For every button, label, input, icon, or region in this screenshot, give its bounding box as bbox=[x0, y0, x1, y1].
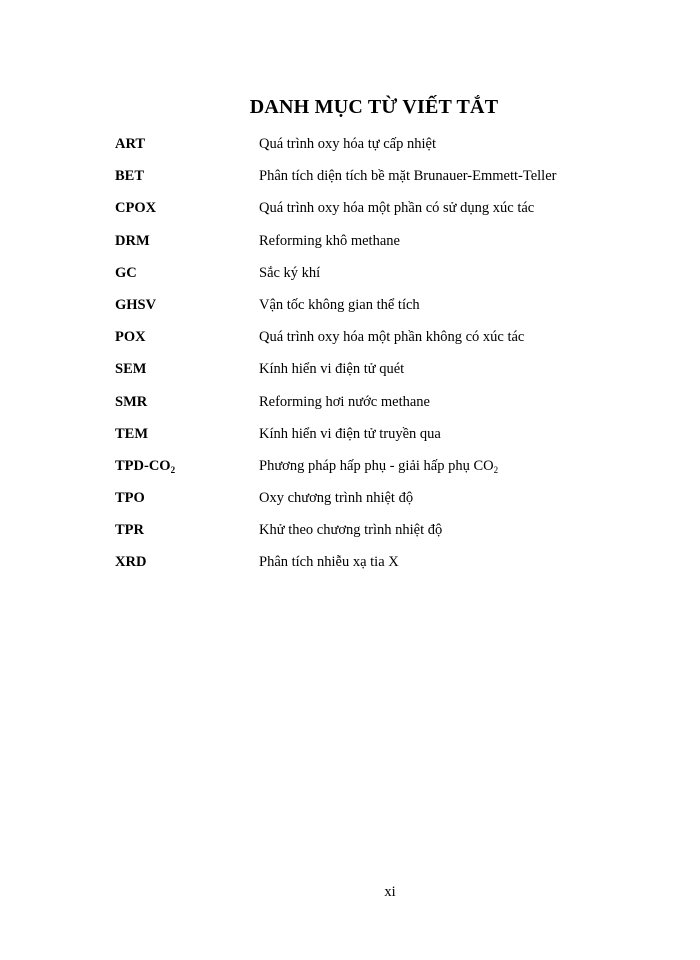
abbreviation-term-text: TPD-CO bbox=[115, 457, 171, 474]
abbreviation-row bbox=[115, 198, 655, 230]
abbreviation-description: Vận tốc không gian thể tích bbox=[259, 296, 420, 313]
abbreviation-term: XRD bbox=[115, 554, 147, 571]
abbreviation-description: Oxy chương trình nhiệt độ bbox=[259, 490, 414, 507]
abbreviation-term: TEM bbox=[115, 425, 149, 442]
abbreviation-row bbox=[115, 295, 655, 327]
abbreviation-term: GC bbox=[115, 264, 137, 281]
abbreviation-description bbox=[259, 456, 498, 480]
abbreviation-row bbox=[115, 456, 655, 488]
page-title: DANH MỤC TỪ VIẾT TẮT bbox=[249, 96, 499, 118]
abbreviation-description: Reforming hơi nước methane bbox=[259, 393, 430, 410]
abbreviation-term: SEM bbox=[115, 361, 147, 378]
abbreviation-description: Phân tích diện tích bề mặt Brunauer-Emmett-Teller bbox=[259, 168, 557, 185]
abbreviation-term: TPR bbox=[115, 522, 144, 539]
abbreviation-description: Sắc ký khí bbox=[259, 264, 321, 281]
abbreviation-row bbox=[115, 327, 655, 359]
subscript-two: 2 bbox=[493, 464, 499, 475]
abbreviation-list bbox=[115, 134, 655, 585]
abbreviation-term: SMR bbox=[115, 393, 148, 410]
abbreviation-description: Quá trình oxy hóa tự cấp nhiệt bbox=[259, 136, 436, 152]
abbreviation-term: BET bbox=[115, 168, 145, 185]
abbreviation-row bbox=[115, 488, 655, 520]
abbreviation-row bbox=[115, 392, 655, 424]
abbreviation-row bbox=[115, 166, 655, 198]
abbreviation-row bbox=[115, 231, 655, 263]
abbreviation-description: Khử theo chương trình nhiệt độ bbox=[259, 522, 443, 539]
abbreviation-row bbox=[115, 520, 655, 552]
abbreviation-term: GHSV bbox=[115, 296, 157, 313]
abbreviation-description: Phân tích nhiễu xạ tia X bbox=[259, 554, 399, 571]
abbreviation-description: Quá trình oxy hóa một phần có sử dụng xúc tác bbox=[259, 200, 535, 217]
abbreviation-row bbox=[115, 359, 655, 391]
abbreviation-row bbox=[115, 424, 655, 456]
abbreviation-description: Quá trình oxy hóa một phần không có xúc tác bbox=[259, 329, 525, 346]
abbreviation-description: Kính hiển vi điện tử truyền qua bbox=[259, 425, 441, 442]
abbreviation-term: TPO bbox=[115, 490, 145, 507]
abbreviation-row bbox=[115, 263, 655, 295]
abbreviation-row bbox=[115, 552, 655, 584]
abbreviation-description-text: Phương pháp hấp phụ - giải hấp phụ CO bbox=[259, 457, 494, 474]
abbreviation-description: Kính hiển vi điện tử quét bbox=[259, 361, 405, 378]
abbreviation-term: POX bbox=[115, 329, 146, 346]
subscript-two: 2 bbox=[170, 464, 176, 475]
abbreviation-term: ART bbox=[115, 136, 146, 152]
abbreviation-description: Reforming khô methane bbox=[259, 232, 400, 249]
page-number: xi bbox=[384, 884, 396, 900]
abbreviation-term: DRM bbox=[115, 232, 150, 249]
abbreviation-row bbox=[115, 134, 655, 166]
abbreviation-term bbox=[115, 456, 175, 480]
abbreviation-term: CPOX bbox=[115, 200, 157, 217]
